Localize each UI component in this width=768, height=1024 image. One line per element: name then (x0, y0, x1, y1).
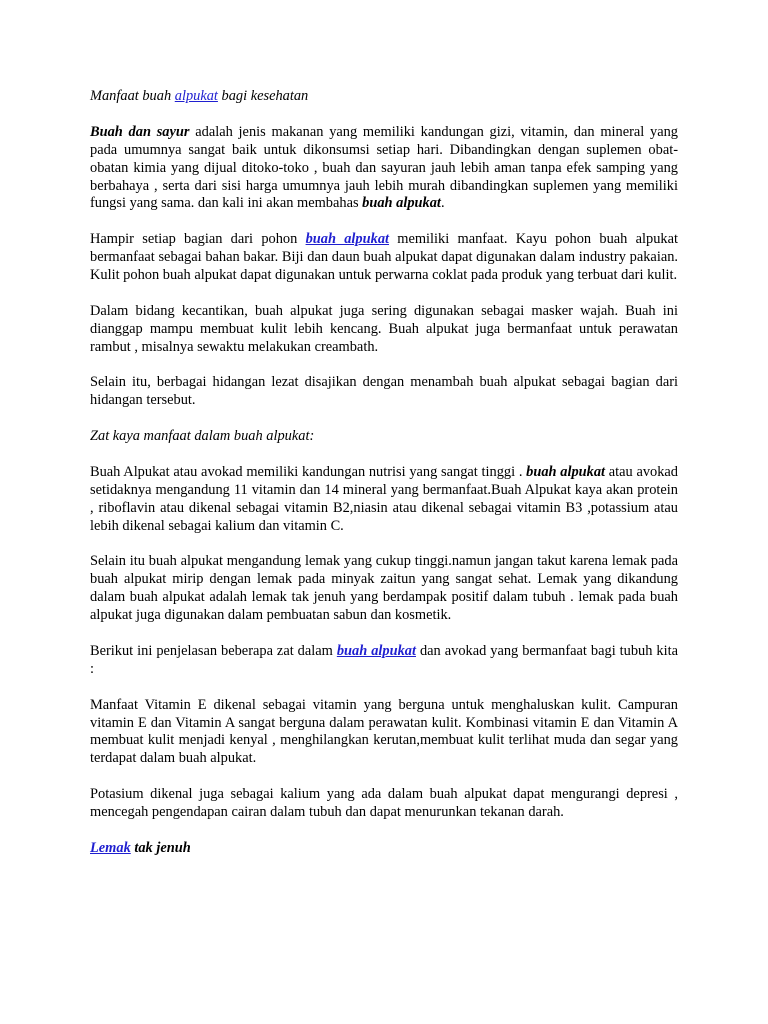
paragraph-fat: Selain itu buah alpukat mengandung lemak yang cukup tinggi.namun jangan takut karena lemak pada buah alpukat mirip dengan lemak pada minyak zaitun yang sangat sehat. Lemak yang dikandung dalam buah alpukat adalah lemak tak jenuh yang berdampak positif dalam tubuh . lemak pada buah alpukat juga digunakan dalam pembuatan sabun dan kosmetik. (90, 553, 678, 624)
paragraph-intro-end: . (440, 195, 445, 212)
paragraph-dishes: Selain itu, berbagai hidangan lezat disajikan dengan menambah buah alpukat sebagai bagian dari hidangan tersebut. (90, 374, 678, 409)
paragraph-tree-uses-post: memiliki manfaat. Kayu pohon buah alpukat bermanfaat sebagai bahan bakar. Biji dan daun buah alpukat dapat digunakan dalam industry pakaian. Kulit pohon buah alpukat dapat digunakan untuk perwarna coklat pada produk yang terbuat dari kulit. (90, 231, 678, 284)
paragraph-intro-bold-end: buah alpukat (362, 195, 441, 212)
paragraph-potassium: Potasium dikenal juga sebagai kalium yang ada dalam buah alpukat dapat mengurangi depresi , mencegah pengendapan cairan dalam tubuh dan dapat menurunkan tekanan darah. (90, 786, 678, 821)
paragraph-explanation-pre: Berikut ini penjelasan beberapa zat dalam (90, 642, 337, 659)
document-title (90, 88, 678, 106)
paragraph-intro-bold: Buah dan sayur (90, 123, 190, 140)
title-text-pre: Manfaat buah (90, 88, 175, 104)
document-page (90, 88, 678, 876)
paragraph-intro (90, 124, 678, 214)
link-alpukat[interactable]: alpukat (174, 88, 218, 104)
title-text-post: bagi kesehatan (217, 88, 309, 104)
link-buah-alpukat[interactable]: buah alpukat (305, 231, 390, 248)
section-heading-nutrients: Zat kaya manfaat dalam buah alpukat: (90, 428, 315, 445)
link-buah-alpukat-2[interactable]: buah alpukat (336, 642, 416, 659)
paragraph-vitamin-e: Manfaat Vitamin E dikenal sebagai vitamin yang berguna untuk menghaluskan kulit. Campuran vitamin E dan Vitamin A sangat berguna dalam perawatan kulit. Kombinasi vitamin E dan Vitamin A membuat kulit menjadi kenyal , menghilangkan kerutan,membuat kulit terlihat muda dan segar yang terdapat dalam buah alpukat. (90, 696, 678, 767)
paragraph-tree-uses (90, 231, 678, 285)
paragraph-nutrition-bold: buah alpukat (526, 463, 606, 480)
paragraph-nutrition (90, 464, 678, 536)
paragraph-tree-uses-pre: Hampir setiap bagian dari pohon (90, 231, 306, 248)
link-lemak[interactable]: Lemak (90, 839, 131, 856)
paragraph-beauty: Dalam bidang kecantikan, buah alpukat juga sering digunakan sebagai masker wajah. Buah ini dianggap mampu membuat kulit lebih kencang. Buah alpukat juga bermanfaat untuk perawatan rambut , misalnya sewaktu melakukan creambath. (90, 302, 678, 355)
paragraph-intro-text: adalah jenis makanan yang memiliki kandungan gizi, vitamin, dan mineral yang pada umumnya sangat baik untuk dikonsumsi setiap hari. Dibandingkan dengan suplemen obat-obatan kimia yang dijual ditoko-toko , buah dan sayuran jauh lebih aman tanpa efek samping yang berbahaya , serta dari sisi harga umumnya jauh lebih murah dibandingkan suplemen yang memiliki fungsi yang sama. dan kali ini akan membahas (90, 123, 678, 212)
paragraph-nutrition-post: atau avokad setidaknya mengandung 11 vitamin dan 14 mineral yang bermanfaat.Buah Alpukat kaya akan protein , riboflavin atau dikenal sebagai vitamin B2,niasin atau dikenal sebagai vitamin B3 ,potassium atau lebih dikenal sebagai kalium dan vitamin C. (90, 463, 679, 534)
paragraph-explanation (90, 643, 678, 679)
paragraph-explanation-post: dan avokad yang bermanfaat bagi tubuh kita : (90, 642, 679, 677)
section-heading-unsaturated-fat-text: tak jenuh (130, 839, 191, 856)
section-heading-unsaturated-fat (90, 840, 678, 858)
paragraph-nutrition-pre: Buah Alpukat atau avokad memiliki kandungan nutrisi yang sangat tinggi . (90, 463, 527, 480)
